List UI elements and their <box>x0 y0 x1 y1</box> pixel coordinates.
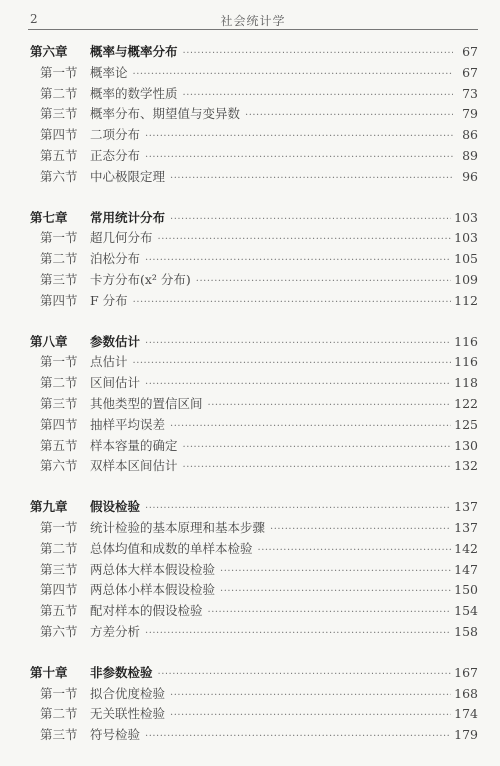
dot-leader <box>208 400 452 411</box>
toc-section-entry-label: 第六节 <box>40 458 78 474</box>
toc-section-entry[interactable] <box>30 725 478 746</box>
toc-section-entry-title: 概率的数学性质 <box>90 85 178 101</box>
chapter-block <box>30 208 478 312</box>
toc-section-entry[interactable] <box>30 270 478 291</box>
dot-leader <box>170 690 451 701</box>
toc-chapter-entry-label: 第六章 <box>30 44 68 59</box>
toc-section-entry[interactable] <box>30 84 478 105</box>
page-ref: 109 <box>454 271 478 287</box>
toc-section-entry-title: 抽样平均误差 <box>90 416 166 432</box>
dot-leader <box>245 110 453 121</box>
dot-leader <box>220 586 451 597</box>
page-ref: 154 <box>454 603 478 619</box>
toc-section-entry[interactable] <box>30 684 478 705</box>
toc-section-entry-label: 第三节 <box>40 561 78 577</box>
toc-section-entry-title: 点估计 <box>90 354 128 370</box>
table-of-contents <box>30 42 478 766</box>
toc-chapter-entry-label: 第十章 <box>30 664 68 680</box>
toc-section-entry-label: 第三节 <box>40 727 78 743</box>
dot-leader <box>183 48 453 59</box>
page-ref: 179 <box>454 727 478 743</box>
toc-section-entry[interactable] <box>30 560 478 581</box>
running-title: 社会统计学 <box>220 14 286 28</box>
page-ref: 150 <box>454 582 478 598</box>
page-ref: 174 <box>454 706 478 722</box>
page-ref: 132 <box>454 458 478 474</box>
toc-section-entry-title: 双样本区间估计 <box>90 458 178 474</box>
page-ref: 105 <box>454 251 478 267</box>
toc-section-entry[interactable] <box>30 601 478 622</box>
toc-section-entry-label: 第一节 <box>40 230 78 246</box>
page-ref: 112 <box>454 292 478 308</box>
toc-section-entry[interactable] <box>30 580 478 601</box>
dot-leader <box>170 421 451 432</box>
page-ref: 125 <box>454 416 478 432</box>
toc-section-entry[interactable] <box>30 291 478 312</box>
page-ref: 137 <box>454 519 478 535</box>
toc-section-entry[interactable] <box>30 352 478 373</box>
dot-leader <box>270 524 451 535</box>
toc-section-entry-title: 拟合优度检验 <box>90 685 166 701</box>
toc-section-entry-title: 中心极限定理 <box>90 168 166 184</box>
toc-section-entry-label: 第六节 <box>40 168 78 184</box>
dot-leader <box>158 234 452 245</box>
page-ref: 79 <box>462 106 478 122</box>
toc-section-entry-label: 第五节 <box>40 603 78 619</box>
toc-chapter-entry-title: 概率与概率分布 <box>90 44 178 59</box>
toc-chapter-entry[interactable] <box>30 332 478 353</box>
toc-section-entry-title: 统计检验的基本原理和基本步骤 <box>90 519 266 535</box>
dot-leader <box>258 545 452 556</box>
page-ref: 103 <box>454 209 478 225</box>
page-ref: 167 <box>454 664 478 680</box>
dot-leader <box>158 669 452 680</box>
toc-section-entry-label: 第四节 <box>40 127 78 143</box>
dot-leader <box>145 152 453 163</box>
toc-section-entry-title: 概率论 <box>90 64 128 80</box>
toc-section-entry-title: 二项分布 <box>90 127 141 143</box>
toc-section-entry-title: 超几何分布 <box>90 230 153 246</box>
toc-section-entry-title: 符号检验 <box>90 727 141 743</box>
toc-section-entry-label: 第四节 <box>40 582 78 598</box>
toc-section-entry[interactable] <box>30 415 478 436</box>
toc-section-entry-title: 其他类型的置信区间 <box>90 395 203 411</box>
toc-chapter-entry[interactable] <box>30 42 478 63</box>
dot-leader <box>170 173 453 184</box>
toc-section-entry[interactable] <box>30 539 478 560</box>
page-ref: 116 <box>454 333 478 349</box>
toc-section-entry[interactable] <box>30 167 478 188</box>
page-ref: 96 <box>462 168 478 184</box>
toc-chapter-entry[interactable] <box>30 497 478 518</box>
toc-section-entry-title: 卡方分布(x² 分布) <box>90 271 191 287</box>
page-ref: 142 <box>454 540 478 556</box>
chapter-block <box>30 332 478 478</box>
toc-chapter-entry-label: 第八章 <box>30 333 68 349</box>
dot-leader <box>196 276 451 287</box>
toc-section-entry-label: 第二节 <box>40 706 78 722</box>
toc-section-entry-label: 第一节 <box>40 685 78 701</box>
toc-section-entry-label: 第二节 <box>40 85 78 101</box>
toc-chapter-entry[interactable] <box>30 663 478 684</box>
toc-section-entry-label: 第六节 <box>40 623 78 639</box>
page-ref: 122 <box>454 395 478 411</box>
toc-section-entry-label: 第一节 <box>40 354 78 370</box>
page-ref: 137 <box>454 499 478 515</box>
dot-leader <box>183 90 453 101</box>
toc-section-entry[interactable] <box>30 394 478 415</box>
chapter-block <box>30 42 478 188</box>
toc-section-entry-title: 区间估计 <box>90 375 141 391</box>
toc-chapter-entry-title: 常用统计分布 <box>90 209 166 225</box>
toc-section-entry-label: 第四节 <box>40 292 78 308</box>
toc-section-entry-title: 方差分析 <box>90 623 141 639</box>
toc-section-entry-label: 第三节 <box>40 271 78 287</box>
toc-section-entry[interactable] <box>30 63 478 84</box>
dot-leader <box>145 379 451 390</box>
page-ref: 67 <box>462 44 478 59</box>
toc-section-entry-label: 第二节 <box>40 375 78 391</box>
toc-section-entry-title: 配对样本的假设检验 <box>90 603 203 619</box>
toc-section-entry-label: 第四节 <box>40 416 78 432</box>
toc-section-entry-title: 正态分布 <box>90 147 141 163</box>
toc-chapter-entry-label: 第九章 <box>30 499 68 515</box>
toc-section-entry-label: 第二节 <box>40 540 78 556</box>
page-ref: 103 <box>454 230 478 246</box>
toc-section-entry-title: 泊松分布 <box>90 251 141 267</box>
toc-section-entry[interactable] <box>30 146 478 167</box>
toc-section-entry-title: 样本容量的确定 <box>90 437 178 453</box>
page-ref: 86 <box>462 127 478 143</box>
toc-section-entry[interactable] <box>30 456 478 477</box>
page-ref: 67 <box>462 64 478 80</box>
toc-section-entry[interactable] <box>30 518 478 539</box>
chapter-block <box>30 663 478 746</box>
header-rule <box>28 29 478 30</box>
toc-section-entry[interactable] <box>30 228 478 249</box>
dot-leader <box>183 442 452 453</box>
toc-section-entry[interactable] <box>30 373 478 394</box>
toc-section-entry-label: 第五节 <box>40 437 78 453</box>
dot-leader <box>170 710 451 721</box>
page-ref: 73 <box>462 85 478 101</box>
dot-leader <box>208 607 452 618</box>
toc-chapter-entry-label: 第七章 <box>30 209 68 225</box>
dot-leader <box>220 566 451 577</box>
page-ref: 158 <box>454 623 478 639</box>
page-ref: 116 <box>454 354 478 370</box>
page-ref: 130 <box>454 437 478 453</box>
page-number: 2 <box>30 12 38 26</box>
page-header <box>28 8 478 30</box>
toc-section-entry[interactable] <box>30 125 478 146</box>
toc-section-entry-title: 总体均值和成数的单样本检验 <box>90 540 253 556</box>
toc-section-entry[interactable] <box>30 622 478 643</box>
page-ref: 89 <box>462 147 478 163</box>
dot-leader <box>133 297 451 308</box>
toc-section-entry-label: 第三节 <box>40 106 78 122</box>
dot-leader <box>133 358 452 369</box>
dot-leader <box>145 338 451 349</box>
toc-chapter-entry[interactable] <box>30 208 478 229</box>
toc-section-entry-title: 两总体大样本假设检验 <box>90 561 216 577</box>
toc-section-entry-label: 第五节 <box>40 147 78 163</box>
toc-section-entry-label: 第二节 <box>40 251 78 267</box>
toc-chapter-entry-title: 假设检验 <box>90 499 141 515</box>
toc-chapter-entry-title: 参数估计 <box>90 333 141 349</box>
toc-section-entry-label: 第一节 <box>40 64 78 80</box>
dot-leader <box>145 255 451 266</box>
toc-section-entry[interactable] <box>30 249 478 270</box>
dot-leader <box>145 131 453 142</box>
toc-section-entry-title: 概率分布、期望值与变异数 <box>90 106 241 122</box>
toc-section-entry-label: 第一节 <box>40 519 78 535</box>
dot-leader <box>183 462 452 473</box>
dot-leader <box>170 214 451 225</box>
toc-section-entry-title: 无关联性检验 <box>90 706 166 722</box>
toc-chapter-entry-title: 非参数检验 <box>90 664 153 680</box>
toc-section-entry[interactable] <box>30 704 478 725</box>
toc-section-entry[interactable] <box>30 104 478 125</box>
chapter-block <box>30 497 478 643</box>
page-ref: 118 <box>454 375 478 391</box>
toc-section-entry-title: F 分布 <box>90 292 128 308</box>
toc-section-entry-label: 第三节 <box>40 395 78 411</box>
dot-leader <box>145 628 451 639</box>
page-ref: 147 <box>454 561 478 577</box>
dot-leader <box>145 731 451 742</box>
dot-leader <box>133 69 453 80</box>
toc-section-entry[interactable] <box>30 436 478 457</box>
dot-leader <box>145 503 451 514</box>
toc-section-entry-title: 两总体小样本假设检验 <box>90 582 216 598</box>
page-ref: 168 <box>454 685 478 701</box>
